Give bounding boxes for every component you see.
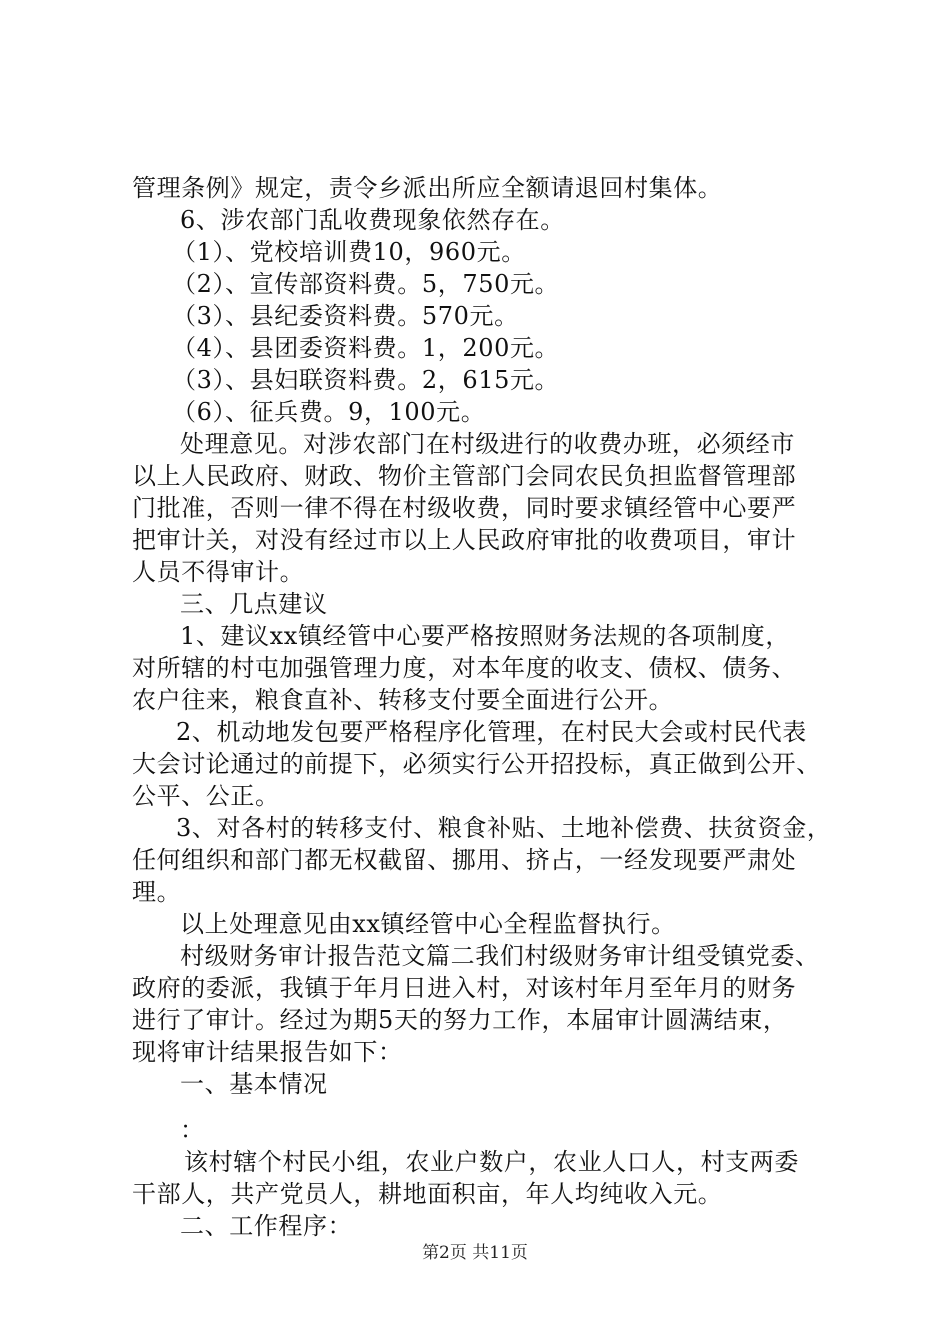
body-line: 管理条例》规定，责令乡派出所应全额请退回村集体。: [132, 174, 723, 202]
body-line: 理。: [132, 878, 182, 906]
body-line: 3、对各村的转移支付、粮食补贴、土地补偿费、扶贫资金，: [176, 814, 832, 842]
page-footer: 第2页 共11页: [422, 1243, 528, 1263]
body-line: ：: [180, 1116, 205, 1144]
body-line: 农户往来，粮食直补、转移支付要全面进行公开。: [132, 686, 674, 714]
body-line: 以上人民政府、财政、物价主管部门会同农民负担监督管理部: [132, 462, 797, 490]
body-line: 处理意见。对涉农部门在村级进行的收费办班，必须经市: [180, 430, 795, 458]
section-heading: 三、几点建议: [180, 590, 328, 618]
section-heading: 一、基本情况: [180, 1070, 328, 1098]
body-line: 2、机动地发包要严格程序化管理，在村民大会或村民代表: [176, 718, 807, 746]
body-line: （6）、征兵费。9，100元。: [172, 398, 486, 426]
body-line: 任何组织和部门都无权截留、挪用、挤占，一经发现要严肃处: [132, 846, 797, 874]
spacer: [132, 1100, 832, 1114]
body-line: 以上处理意见由xx镇经管中心全程监督执行。: [180, 910, 676, 938]
body-line: 现将审计结果报告如下：: [132, 1038, 403, 1066]
body-line: 村级财务审计报告范文篇二我们村级财务审计组受镇党委、: [180, 942, 820, 970]
body-line: 1、建议xx镇经管中心要严格按照财务法规的各项制度，: [180, 622, 790, 650]
body-line: 6、涉农部门乱收费现象依然存在。: [180, 206, 565, 234]
body-line: 政府的委派，我镇于年月日进入村，对该村年月至年月的财务: [132, 974, 797, 1002]
document-body: [132, 172, 832, 1242]
section-heading: 二、工作程序：: [180, 1212, 353, 1240]
body-line: 进行了审计。经过为期5天的努力工作，本届审计圆满结束，: [132, 1006, 788, 1034]
body-line: 公平、公正。: [132, 782, 280, 810]
body-line: 大会讨论通过的前提下，必须实行公开招投标，真正做到公开、: [132, 750, 821, 778]
body-line: 把审计关，对没有经过市以上人民政府审批的收费项目，审计: [132, 526, 797, 554]
body-line: （3）、县妇联资料费。2，615元。: [172, 366, 560, 394]
body-line: （3）、县纪委资料费。570元。: [172, 302, 519, 330]
body-line: （1）、党校培训费10，960元。: [172, 238, 526, 266]
body-line: （4）、县团委资料费。1，200元。: [172, 334, 560, 362]
body-line: 干部人，共产党员人，耕地面积亩，年人均纯收入元。: [132, 1180, 723, 1208]
body-line: 该村辖个村民小组，农业户数户，农业人口人，村支两委: [184, 1148, 799, 1176]
body-line: 门批准，否则一律不得在村级收费，同时要求镇经管中心要严: [132, 494, 797, 522]
body-line: 对所辖的村屯加强管理力度，对本年度的收支、债权、债务、: [132, 654, 797, 682]
body-line: （2）、宣传部资料费。5，750元。: [172, 270, 560, 298]
body-line: 人员不得审计。: [132, 558, 305, 586]
